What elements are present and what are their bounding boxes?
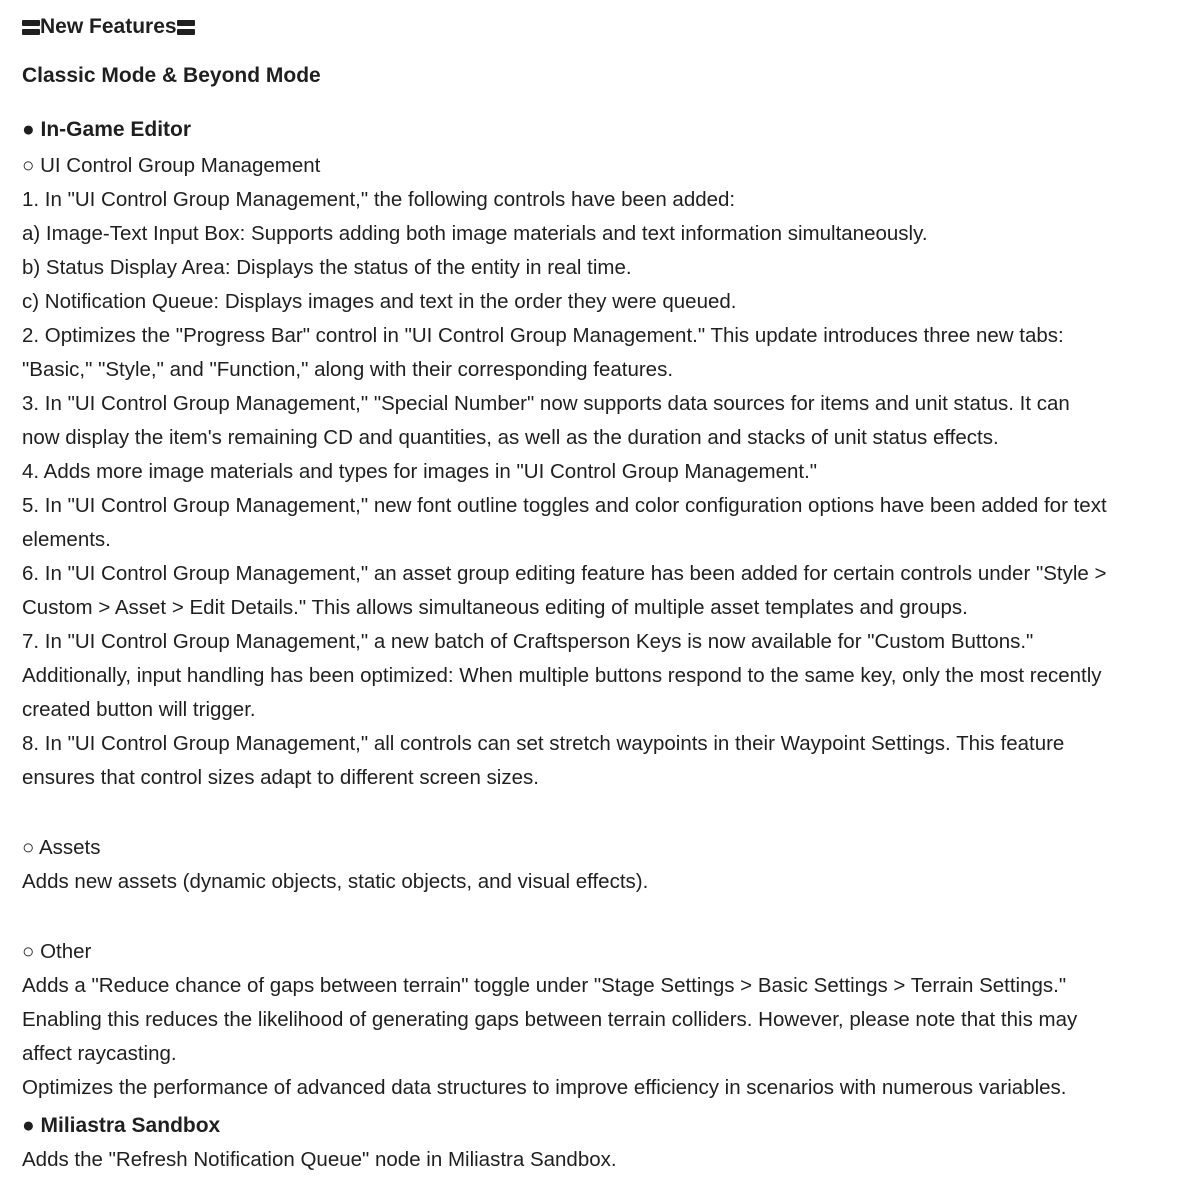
note-line: 1. In "UI Control Group Management," the following controls have been added: (22, 188, 736, 211)
section-title-sandbox: ● Miliastra Sandbox (22, 1114, 221, 1137)
note-line: ensures that control sizes adapt to different screen sizes. (22, 766, 539, 789)
subsection-heading-assets: ○ Assets (22, 836, 101, 859)
note-line: Adds new assets (dynamic objects, static objects, and visual effects). (22, 870, 649, 893)
note-line: 6. In "UI Control Group Management," an asset group editing feature has been added for certain controls under "Style > (22, 562, 1107, 585)
assets-list (22, 865, 1172, 899)
note-line: Optimizes the performance of advanced data structures to improve efficiency in scenarios with numerous variables. (22, 1076, 1067, 1099)
sandbox-list (22, 1143, 1172, 1177)
ui-group-list (22, 183, 1172, 795)
note-line: 5. In "UI Control Group Management," new font outline toggles and color configuration options have been added for text (22, 494, 1107, 517)
double-bar-icon (177, 18, 195, 36)
page-title: New Features (40, 15, 177, 38)
section-title-editor: ● In-Game Editor (22, 118, 192, 141)
other-list (22, 969, 1172, 1105)
note-line: a) Image-Text Input Box: Supports adding both image materials and text information simultaneously. (22, 222, 928, 245)
page-header (22, 15, 195, 39)
note-line: 2. Optimizes the "Progress Bar" control in "UI Control Group Management." This update introduces three new tabs: (22, 324, 1064, 347)
note-line: Custom > Asset > Edit Details." This allows simultaneous editing of multiple asset templates and groups. (22, 596, 968, 619)
note-line: b) Status Display Area: Displays the status of the entity in real time. (22, 256, 632, 279)
subsection-heading-other: ○ Other (22, 940, 92, 963)
note-line: Additionally, input handling has been optimized: When multiple buttons respond to the same key, only the most recently (22, 664, 1102, 687)
note-line: c) Notification Queue: Displays images and text in the order they were queued. (22, 290, 737, 313)
mode-subtitle: Classic Mode & Beyond Mode (22, 64, 321, 87)
note-line: Adds the "Refresh Notification Queue" node in Miliastra Sandbox. (22, 1148, 617, 1171)
note-line: created button will trigger. (22, 698, 256, 721)
note-line: 8. In "UI Control Group Management," all controls can set stretch waypoints in their Waypoint Settings. This feature (22, 732, 1065, 755)
note-line: 7. In "UI Control Group Management," a new batch of Craftsperson Keys is now available for "Custom Buttons." (22, 630, 1034, 653)
note-line: Enabling this reduces the likelihood of generating gaps between terrain colliders. However, please note that this may (22, 1008, 1078, 1031)
note-line: "Basic," "Style," and "Function," along with their corresponding features. (22, 358, 674, 381)
note-line: 3. In "UI Control Group Management," "Special Number" now supports data sources for items and unit status. It can (22, 392, 1070, 415)
double-bar-icon (22, 18, 40, 36)
note-line: elements. (22, 528, 111, 551)
note-line: 4. Adds more image materials and types for images in "UI Control Group Management." (22, 460, 818, 483)
note-line: affect raycasting. (22, 1042, 177, 1065)
note-line: now display the item's remaining CD and quantities, as well as the duration and stacks of unit status effects. (22, 426, 999, 449)
note-line: Adds a "Reduce chance of gaps between terrain" toggle under "Stage Settings > Basic Settings > Terrain Settings." (22, 974, 1067, 997)
subsection-heading-ui-group: ○ UI Control Group Management (22, 154, 321, 177)
notes-content (22, 113, 1172, 1177)
